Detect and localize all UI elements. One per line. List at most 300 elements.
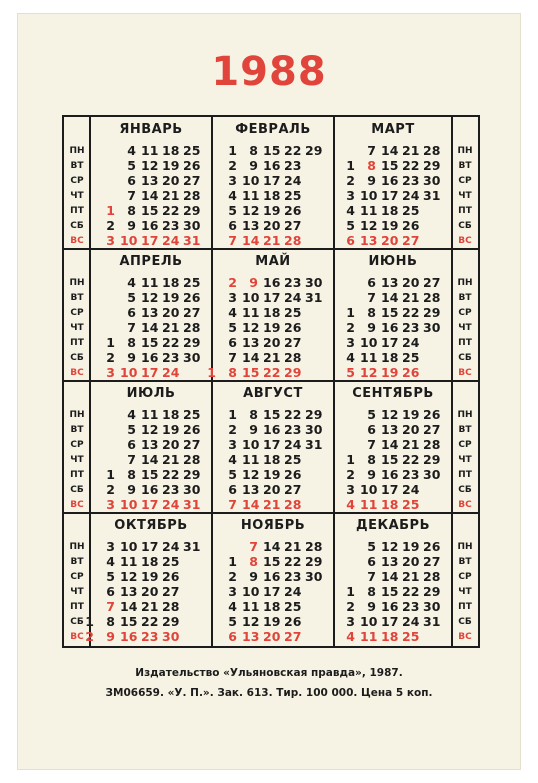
weekday-label: СБ xyxy=(458,221,472,231)
day-number: 31 xyxy=(183,233,201,248)
weekday-label: СБ xyxy=(70,485,84,495)
weekday-label: СР xyxy=(458,440,472,450)
day-number: 23 xyxy=(162,350,180,365)
day-number: 3 xyxy=(228,437,237,452)
weekday-label: ЧТ xyxy=(458,323,472,333)
day-row xyxy=(64,305,478,320)
day-number: 30 xyxy=(183,350,201,365)
weekday-label: ВТ xyxy=(458,161,472,171)
day-row xyxy=(64,173,478,188)
day-row xyxy=(64,437,478,452)
day-number: 13 xyxy=(120,584,138,599)
day-number: 8 xyxy=(106,614,115,629)
day-row xyxy=(64,158,478,173)
day-number: 7 xyxy=(367,143,376,158)
day-number: 12 xyxy=(360,218,378,233)
day-number: 10 xyxy=(120,233,138,248)
day-number: 23 xyxy=(162,218,180,233)
day-number: 9 xyxy=(249,569,258,584)
day-number: 27 xyxy=(402,233,420,248)
day-number: 1 xyxy=(106,203,115,218)
day-number: 21 xyxy=(284,539,302,554)
day-number: 15 xyxy=(381,452,399,467)
day-row xyxy=(64,482,478,497)
day-number: 24 xyxy=(402,614,420,629)
day-number: 27 xyxy=(423,275,441,290)
day-number: 25 xyxy=(284,305,302,320)
day-number: 10 xyxy=(360,482,378,497)
day-row xyxy=(64,629,478,644)
day-number: 17 xyxy=(381,335,399,350)
day-number: 3 xyxy=(346,335,355,350)
day-number: 16 xyxy=(263,158,281,173)
day-number: 21 xyxy=(402,290,420,305)
day-number: 26 xyxy=(284,203,302,218)
day-number: 27 xyxy=(284,629,302,644)
day-row xyxy=(64,452,478,467)
day-number: 13 xyxy=(141,173,159,188)
day-number: 9 xyxy=(249,422,258,437)
weekday-label: ВТ xyxy=(70,557,84,567)
day-number: 30 xyxy=(423,467,441,482)
day-number: 18 xyxy=(162,143,180,158)
day-number: 24 xyxy=(162,497,180,512)
weekday-label: ВС xyxy=(70,500,84,510)
day-number: 28 xyxy=(183,188,201,203)
day-number: 16 xyxy=(141,218,159,233)
weekday-label: ЧТ xyxy=(70,455,84,465)
day-number: 19 xyxy=(381,365,399,380)
day-number: 14 xyxy=(242,233,260,248)
day-number: 29 xyxy=(305,554,323,569)
day-number: 12 xyxy=(381,539,399,554)
day-number: 20 xyxy=(263,335,281,350)
day-number: 31 xyxy=(183,539,201,554)
day-number: 11 xyxy=(360,497,378,512)
day-row xyxy=(64,422,478,437)
day-number: 21 xyxy=(402,569,420,584)
weekday-label: СБ xyxy=(70,221,84,231)
day-number: 18 xyxy=(263,599,281,614)
day-number: 7 xyxy=(228,233,237,248)
day-number: 11 xyxy=(242,452,260,467)
day-row xyxy=(64,218,478,233)
day-number: 17 xyxy=(381,188,399,203)
day-number: 30 xyxy=(183,482,201,497)
day-number: 1 xyxy=(228,407,237,422)
day-number: 27 xyxy=(284,335,302,350)
day-number: 1 xyxy=(85,614,94,629)
day-number: 5 xyxy=(228,614,237,629)
day-number: 17 xyxy=(141,365,159,380)
day-number: 22 xyxy=(284,554,302,569)
weekday-label: СБ xyxy=(458,617,472,627)
day-number: 26 xyxy=(402,218,420,233)
day-number: 6 xyxy=(228,629,237,644)
day-number: 18 xyxy=(381,629,399,644)
day-number: 19 xyxy=(381,218,399,233)
day-number: 17 xyxy=(141,497,159,512)
day-number: 25 xyxy=(402,203,420,218)
day-number: 21 xyxy=(162,452,180,467)
weekday-label: ВС xyxy=(458,632,472,642)
day-number: 20 xyxy=(263,218,281,233)
day-number: 2 xyxy=(106,218,115,233)
day-number: 20 xyxy=(162,173,180,188)
day-number: 5 xyxy=(127,158,136,173)
day-number: 19 xyxy=(263,203,281,218)
month-name: АВГУСТ xyxy=(243,386,303,401)
day-number: 26 xyxy=(284,467,302,482)
weekday-label: ПТ xyxy=(70,338,84,348)
day-number: 3 xyxy=(228,173,237,188)
day-number: 12 xyxy=(141,290,159,305)
day-row xyxy=(64,335,478,350)
day-row xyxy=(64,584,478,599)
weekday-label: ВС xyxy=(458,236,472,246)
day-number: 15 xyxy=(120,614,138,629)
weekday-label: ВС xyxy=(70,632,84,642)
day-number: 15 xyxy=(242,365,260,380)
day-number: 25 xyxy=(284,452,302,467)
day-row xyxy=(64,188,478,203)
day-number: 26 xyxy=(423,407,441,422)
day-number: 3 xyxy=(106,233,115,248)
day-number: 8 xyxy=(367,305,376,320)
weekday-label: ПТ xyxy=(458,602,472,612)
day-number: 23 xyxy=(402,173,420,188)
day-row xyxy=(64,554,478,569)
day-number: 12 xyxy=(141,158,159,173)
day-number: 22 xyxy=(402,305,420,320)
day-number: 15 xyxy=(263,407,281,422)
day-number: 9 xyxy=(106,629,115,644)
weekday-label: СР xyxy=(70,440,84,450)
day-number: 12 xyxy=(360,365,378,380)
day-number: 19 xyxy=(162,290,180,305)
weekday-label: СБ xyxy=(70,353,84,363)
day-row xyxy=(64,143,478,158)
day-number: 18 xyxy=(381,203,399,218)
day-number: 7 xyxy=(228,350,237,365)
day-number: 3 xyxy=(228,290,237,305)
day-number: 30 xyxy=(423,320,441,335)
day-number: 3 xyxy=(346,614,355,629)
day-number: 18 xyxy=(162,407,180,422)
day-number: 7 xyxy=(106,599,115,614)
day-number: 14 xyxy=(263,539,281,554)
month-name: СЕНТЯБРЬ xyxy=(352,386,434,401)
weekday-label: ПН xyxy=(457,542,473,552)
day-number: 28 xyxy=(423,569,441,584)
day-number: 7 xyxy=(367,290,376,305)
day-row xyxy=(64,569,478,584)
day-number: 18 xyxy=(263,452,281,467)
day-number: 11 xyxy=(242,188,260,203)
weekday-label: ПН xyxy=(457,278,473,288)
day-number: 19 xyxy=(402,539,420,554)
weekday-label: ВТ xyxy=(70,293,84,303)
day-number: 9 xyxy=(249,275,258,290)
day-number: 25 xyxy=(183,143,201,158)
day-number: 23 xyxy=(284,569,302,584)
day-number: 28 xyxy=(183,452,201,467)
day-number: 8 xyxy=(367,452,376,467)
day-number: 23 xyxy=(284,158,302,173)
day-number: 13 xyxy=(242,482,260,497)
day-number: 29 xyxy=(423,584,441,599)
day-number: 9 xyxy=(127,482,136,497)
weekday-label: ВС xyxy=(458,500,472,510)
day-number: 22 xyxy=(141,614,159,629)
weekday-label: СБ xyxy=(70,617,84,627)
day-number: 16 xyxy=(263,422,281,437)
day-number: 12 xyxy=(120,569,138,584)
day-number: 27 xyxy=(183,173,201,188)
day-number: 10 xyxy=(242,173,260,188)
day-number: 19 xyxy=(263,320,281,335)
day-number: 19 xyxy=(141,569,159,584)
day-number: 12 xyxy=(381,407,399,422)
day-number: 20 xyxy=(162,437,180,452)
day-number: 8 xyxy=(127,203,136,218)
day-number: 4 xyxy=(228,188,237,203)
day-number: 17 xyxy=(263,173,281,188)
day-number: 24 xyxy=(284,173,302,188)
day-number: 11 xyxy=(141,143,159,158)
day-number: 27 xyxy=(423,554,441,569)
day-number: 24 xyxy=(284,437,302,452)
day-row xyxy=(64,497,478,512)
grid-hline xyxy=(64,248,478,250)
day-number: 1 xyxy=(228,143,237,158)
day-number: 21 xyxy=(402,143,420,158)
weekday-label: СР xyxy=(70,572,84,582)
day-number: 22 xyxy=(402,158,420,173)
day-number: 2 xyxy=(106,482,115,497)
day-number: 13 xyxy=(381,422,399,437)
day-number: 5 xyxy=(367,539,376,554)
day-number: 15 xyxy=(263,143,281,158)
weekday-label: ПН xyxy=(69,410,85,420)
day-number: 16 xyxy=(381,320,399,335)
weekday-label: ПТ xyxy=(458,338,472,348)
day-number: 12 xyxy=(242,614,260,629)
day-number: 27 xyxy=(183,305,201,320)
day-number: 29 xyxy=(183,467,201,482)
weekday-label: ПН xyxy=(457,146,473,156)
month-name: ИЮНЬ xyxy=(368,254,418,269)
day-row xyxy=(64,320,478,335)
day-number: 28 xyxy=(183,320,201,335)
day-number: 7 xyxy=(367,569,376,584)
day-number: 2 xyxy=(85,629,94,644)
weekday-label: ЧТ xyxy=(70,587,84,597)
day-number: 29 xyxy=(183,335,201,350)
day-number: 31 xyxy=(305,437,323,452)
day-number: 31 xyxy=(423,614,441,629)
day-number: 7 xyxy=(127,188,136,203)
day-number: 30 xyxy=(305,569,323,584)
day-number: 8 xyxy=(367,158,376,173)
day-number: 18 xyxy=(162,275,180,290)
month-name: АПРЕЛЬ xyxy=(119,254,183,269)
weekday-label: ВТ xyxy=(70,425,84,435)
day-number: 29 xyxy=(183,203,201,218)
day-number: 27 xyxy=(183,437,201,452)
day-number: 14 xyxy=(242,497,260,512)
weekday-label: СР xyxy=(458,572,472,582)
day-number: 20 xyxy=(402,554,420,569)
weekday-label: СР xyxy=(458,308,472,318)
day-number: 28 xyxy=(305,539,323,554)
day-number: 8 xyxy=(127,467,136,482)
print-info-line: ЗМ06659. «У. П.». Зак. 613. Тир. 100 000. Цена 5 коп. xyxy=(105,687,433,699)
day-number: 28 xyxy=(162,599,180,614)
day-number: 7 xyxy=(228,497,237,512)
year-title: 1988 xyxy=(211,49,327,95)
day-number: 30 xyxy=(305,422,323,437)
day-number: 9 xyxy=(367,599,376,614)
day-number: 16 xyxy=(120,629,138,644)
day-number: 1 xyxy=(346,158,355,173)
day-number: 4 xyxy=(127,143,136,158)
day-number: 10 xyxy=(242,584,260,599)
day-number: 16 xyxy=(381,599,399,614)
day-number: 22 xyxy=(162,467,180,482)
day-number: 5 xyxy=(127,422,136,437)
day-number: 20 xyxy=(263,482,281,497)
day-number: 22 xyxy=(284,407,302,422)
weekday-label: ЧТ xyxy=(458,587,472,597)
day-number: 21 xyxy=(141,599,159,614)
day-number: 8 xyxy=(249,554,258,569)
day-number: 20 xyxy=(402,422,420,437)
day-number: 29 xyxy=(305,143,323,158)
day-row xyxy=(64,233,478,248)
day-number: 18 xyxy=(381,350,399,365)
day-number: 1 xyxy=(346,452,355,467)
day-number: 24 xyxy=(284,584,302,599)
day-number: 24 xyxy=(402,335,420,350)
day-number: 18 xyxy=(381,497,399,512)
day-number: 11 xyxy=(141,407,159,422)
day-number: 8 xyxy=(228,365,237,380)
day-number: 9 xyxy=(127,350,136,365)
day-number: 15 xyxy=(141,467,159,482)
weekday-label: ВС xyxy=(70,368,84,378)
weekday-label: СР xyxy=(70,176,84,186)
day-number: 25 xyxy=(402,350,420,365)
grid-hline xyxy=(64,512,478,514)
day-number: 1 xyxy=(207,365,216,380)
day-number: 4 xyxy=(106,554,115,569)
day-number: 28 xyxy=(423,437,441,452)
day-number: 24 xyxy=(162,233,180,248)
day-number: 1 xyxy=(346,305,355,320)
day-number: 9 xyxy=(367,467,376,482)
day-number: 11 xyxy=(141,275,159,290)
day-number: 6 xyxy=(106,584,115,599)
weekday-label: СР xyxy=(458,176,472,186)
weekday-label: ВС xyxy=(70,236,84,246)
day-number: 15 xyxy=(141,335,159,350)
day-number: 20 xyxy=(402,275,420,290)
day-number: 22 xyxy=(162,203,180,218)
day-number: 14 xyxy=(141,188,159,203)
day-number: 13 xyxy=(242,629,260,644)
day-number: 26 xyxy=(183,158,201,173)
publisher-line: Издательство «Ульяновская правда», 1987. xyxy=(135,667,403,679)
weekday-label: ПН xyxy=(457,410,473,420)
day-number: 15 xyxy=(141,203,159,218)
day-number: 3 xyxy=(106,365,115,380)
day-number: 16 xyxy=(141,482,159,497)
day-number: 13 xyxy=(360,233,378,248)
day-number: 10 xyxy=(360,335,378,350)
day-number: 10 xyxy=(120,365,138,380)
day-number: 26 xyxy=(284,320,302,335)
day-number: 16 xyxy=(381,173,399,188)
day-number: 30 xyxy=(305,275,323,290)
day-number: 19 xyxy=(263,467,281,482)
day-number: 11 xyxy=(120,554,138,569)
day-number: 2 xyxy=(346,173,355,188)
day-number: 15 xyxy=(381,584,399,599)
day-row xyxy=(64,599,478,614)
day-row xyxy=(64,203,478,218)
day-number: 23 xyxy=(402,320,420,335)
day-row xyxy=(64,290,478,305)
day-number: 29 xyxy=(162,614,180,629)
day-number: 30 xyxy=(183,218,201,233)
day-row xyxy=(64,614,478,629)
weekday-label: ЧТ xyxy=(458,455,472,465)
day-number: 4 xyxy=(228,452,237,467)
day-number: 4 xyxy=(346,350,355,365)
day-number: 9 xyxy=(127,218,136,233)
day-number: 23 xyxy=(402,599,420,614)
day-number: 17 xyxy=(263,584,281,599)
day-number: 4 xyxy=(127,275,136,290)
day-number: 29 xyxy=(284,365,302,380)
day-number: 21 xyxy=(162,188,180,203)
day-number: 6 xyxy=(127,173,136,188)
day-row xyxy=(64,350,478,365)
day-number: 11 xyxy=(360,203,378,218)
day-number: 14 xyxy=(381,143,399,158)
day-number: 26 xyxy=(402,365,420,380)
weekday-label: ПН xyxy=(69,278,85,288)
day-number: 26 xyxy=(183,422,201,437)
day-number: 26 xyxy=(284,614,302,629)
day-number: 17 xyxy=(263,290,281,305)
day-number: 3 xyxy=(106,539,115,554)
day-number: 3 xyxy=(346,482,355,497)
day-number: 19 xyxy=(162,158,180,173)
day-row xyxy=(64,539,478,554)
day-number: 8 xyxy=(367,584,376,599)
month-name: МАРТ xyxy=(371,122,415,137)
day-number: 6 xyxy=(228,335,237,350)
day-number: 3 xyxy=(106,497,115,512)
day-number: 25 xyxy=(162,554,180,569)
day-number: 11 xyxy=(242,305,260,320)
day-number: 14 xyxy=(381,290,399,305)
day-number: 12 xyxy=(242,467,260,482)
month-name: ЯНВАРЬ xyxy=(119,122,183,137)
day-number: 17 xyxy=(381,614,399,629)
